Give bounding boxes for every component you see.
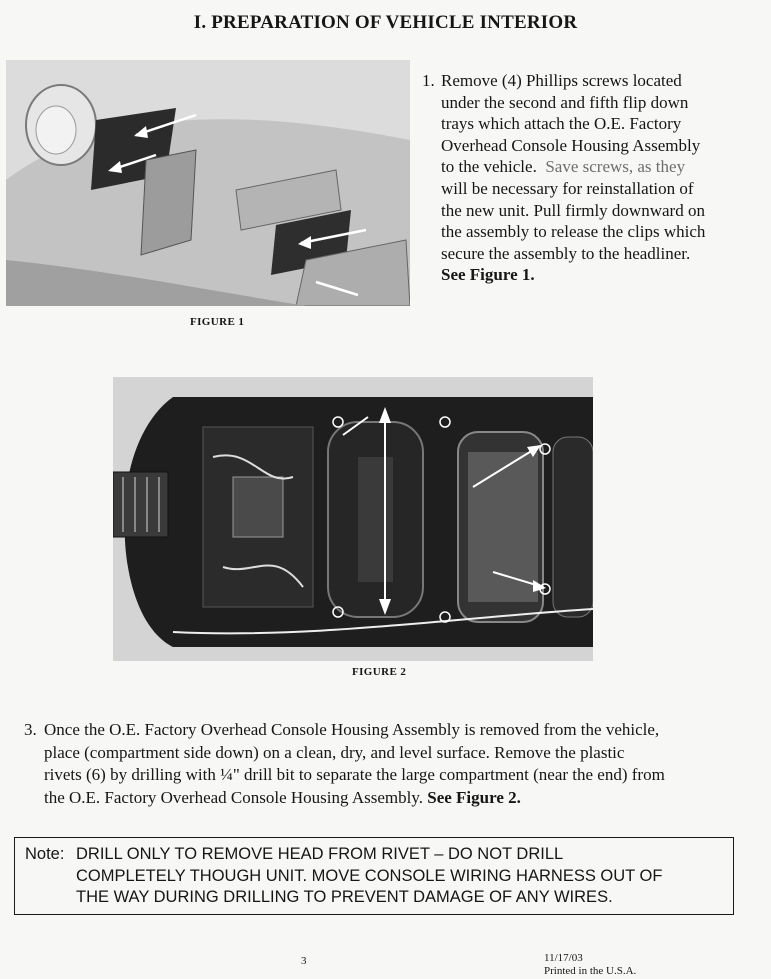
page-number: 3 <box>301 955 307 967</box>
step-1-line <box>441 156 752 178</box>
step-3-figure-ref: See Figure 2. <box>427 787 521 807</box>
step-3-line: Once the O.E. Factory Overhead Console Housing Assembly is removed from the vehicle, <box>44 720 660 739</box>
step-1-number: 1. <box>422 71 435 90</box>
step-1-text <box>441 70 752 286</box>
step-1-line: secure the assembly to the headliner. <box>441 243 691 263</box>
figure-2-photo <box>113 377 593 661</box>
step-3-text <box>44 719 744 809</box>
note-text <box>76 844 723 909</box>
note-line: THE WAY DURING DRILLING TO PREVENT DAMAGE OF ANY WIRES. <box>76 888 613 906</box>
step-1-line: the new unit. Pull firmly downward on <box>441 200 705 220</box>
step-1-line: the assembly to release the clips which <box>441 222 706 242</box>
page-title: I. PREPARATION OF VEHICLE INTERIOR <box>193 12 578 33</box>
figure-1-photo <box>6 60 410 306</box>
step-3 <box>24 719 744 809</box>
note-box <box>14 837 734 915</box>
footer-date <box>544 952 636 978</box>
step-1 <box>422 70 752 286</box>
step-1-figure-ref: See Figure 1. <box>441 265 535 285</box>
step-3-line: rivets (6) by drilling with ¼" drill bit to separate the large compartment (near the end) from <box>44 765 665 784</box>
step-1-line-part: to the vehicle. <box>441 157 537 177</box>
footer-printed: Printed in the U.S.A. <box>544 965 637 977</box>
console-photo-illustration <box>6 60 410 306</box>
figure-2-caption: FIGURE 2 <box>352 666 407 678</box>
step-1-line: under the second and fifth flip down <box>441 92 689 112</box>
step-3-line-part: the O.E. Factory Overhead Console Housing Assembly. <box>44 787 423 807</box>
figure-1-caption: FIGURE 1 <box>190 316 245 328</box>
step-1-line: Overhead Console Housing Assembly <box>441 135 701 155</box>
note-label: Note: <box>25 845 65 863</box>
step-3-number: 3. <box>24 720 37 739</box>
step-1-line-part: Save screws, as they <box>545 157 686 177</box>
footer-date-value: 11/17/03 <box>544 952 583 964</box>
console-underside-illustration <box>113 377 593 661</box>
step-3-line: place (compartment side down) on a clean, dry, and level surface. Remove the plastic <box>44 742 625 762</box>
step-1-line: will be necessary for reinstallation of <box>441 178 694 198</box>
step-1-line: Remove (4) Phillips screws located <box>441 71 682 90</box>
step-1-line: trays which attach the O.E. Factory <box>441 114 682 134</box>
step-3-line <box>44 787 744 810</box>
note-line: DRILL ONLY TO REMOVE HEAD FROM RIVET – DO NOT DRILL <box>76 845 564 863</box>
note-line: COMPLETELY THOUGH UNIT. MOVE CONSOLE WIRING HARNESS OUT OF <box>76 866 663 885</box>
